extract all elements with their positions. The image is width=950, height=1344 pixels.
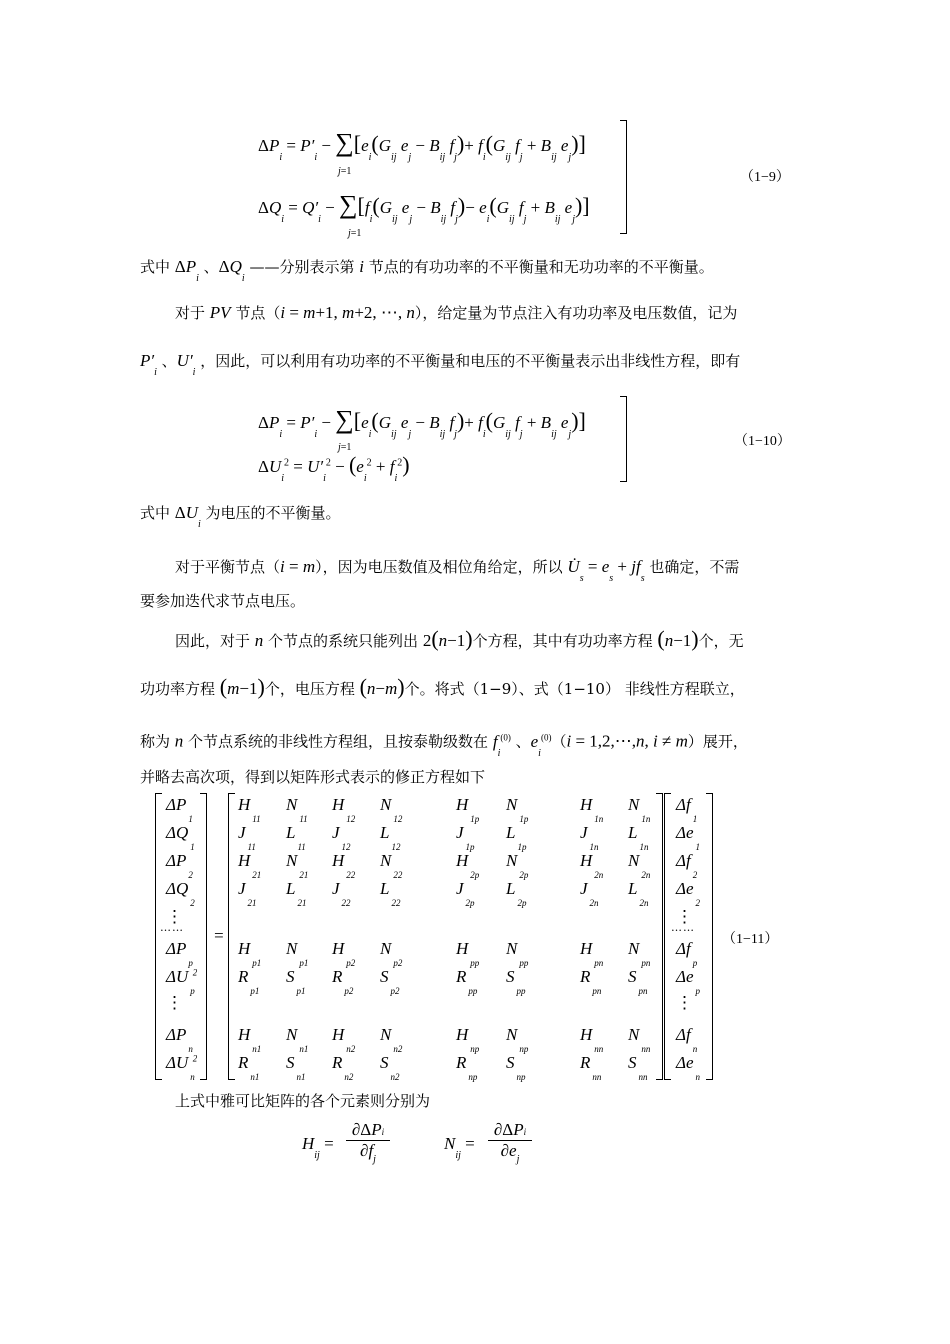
jacobian-entry: $L_{21}$	[286, 879, 307, 908]
jacobian-entry: $J_{22}$	[332, 879, 351, 908]
eq-1-9-sum-index-2: j=1	[348, 228, 362, 239]
para-6: 上式中雅可比矩阵的各个元素则分别为	[175, 1092, 431, 1110]
jacobian-entry: $N_{pn}$	[628, 939, 651, 968]
jacobian-entry: $L_{12}$	[380, 823, 401, 852]
lhs-bracket-left	[155, 793, 162, 1080]
jacobian-entry: $N_{2n}$	[628, 851, 651, 880]
lhs-entry: $\Delta P_2$	[166, 851, 193, 880]
para-4-line2: 要参加迭代求节点电压。	[140, 592, 306, 610]
rhs-hdots: ……	[671, 921, 695, 934]
eq-1-9-brace	[620, 120, 627, 234]
jacobian-entry: $J_{21}$	[238, 879, 257, 908]
jacobian-entry: $N_{2p}$	[506, 851, 529, 880]
jacobian-entry: $H_{2p}$	[456, 851, 480, 880]
jacobian-entry: $N_{nn}$	[628, 1025, 651, 1054]
jacobian-entry: $R_{pn}$	[580, 967, 602, 996]
jacobian-entry: $R_{n1}$	[238, 1053, 260, 1082]
jacobian-entry: $N_{11}$	[286, 795, 308, 824]
eq-1-10-line2: $\Delta U_i^2 = U'_i^2 - (e_i^2 + f_i^2)$	[258, 452, 410, 484]
lhs-entry: $\Delta P_n$	[166, 1025, 193, 1054]
para-3: 式中 $\Delta U_i$ 为电压的不平衡量。	[140, 503, 341, 530]
jacobian-entry: $S_{pn}$	[628, 967, 648, 996]
jacobian-entry: $H_{1n}$	[580, 795, 604, 824]
jacobian-entry: $H_{p1}$	[238, 939, 262, 968]
lhs-entry: $\Delta P_1$	[166, 795, 193, 824]
jacobian-entry: $J_{1p}$	[456, 823, 475, 852]
lhs-bracket-right	[200, 793, 207, 1080]
lhs-entry: $\Delta P_p$	[166, 939, 193, 968]
rhs-entry: ⋮	[676, 993, 693, 1012]
para-1: 式中 $\Delta P_i$ 、$\Delta Q_i$ ——分别表示第 i 节点的有功功率的不平衡量和无功功率的不平衡量。	[140, 257, 714, 284]
para-5-line3: 称为 n 个节点系统的非线性方程组，且按泰勒级数在 $f_i^{(0)}$ 、$e_i^{(0)}(i$ = 1,2,⋯,n, i ≠ m）展开，	[140, 731, 748, 759]
eq-1-9-line2: $\Delta Q_i = Q'_i - \sum[f_i(G_{ij}$ $e_j - B_{ij}$ $f_j)- e_i(G_{ij}$ $f_j + B_{ij}$ $e_j$)]	[258, 190, 590, 225]
eq-1-11-number: （1−11）	[722, 932, 779, 947]
jacobian-entry: $H_{21}$	[238, 851, 262, 880]
jacobian-entry: $N_{pp}$	[506, 939, 529, 968]
lhs-entry: $\Delta Q_2$	[166, 879, 195, 908]
jacobian-entry: $J_{11}$	[238, 823, 256, 852]
rhs-entry: $\Delta e_1$	[676, 823, 701, 852]
jacobian-entry: $N_{12}$	[380, 795, 403, 824]
jacobian-entry: $H_{np}$	[456, 1025, 480, 1054]
para-2-line1: 对于 PV 节点（i = m+1, m+2, ⋯, n），给定量为节点注入有功功率及电压数值，记为	[175, 303, 738, 322]
jacobian-entry: $R_{np}$	[456, 1053, 478, 1082]
jacobian-entry: $S_{n2}$	[380, 1053, 400, 1082]
jacobian-entry: $N_{p1}$	[286, 939, 309, 968]
jacobian-entry: $N_{1p}$	[506, 795, 529, 824]
rhs-entry: $\Delta f_1$	[676, 795, 698, 824]
jacobian-entry: $J_{2n}$	[580, 879, 599, 908]
jacobian-entry: $H_{1p}$	[456, 795, 480, 824]
eq-1-9-number: （1−9）	[740, 170, 790, 185]
jacobian-entry: $L_{2n}$	[628, 879, 649, 908]
para-4-line1: 对于平衡节点（i = m），因为电压数值及相位角给定，所以 $U̇_s = e_s + jf_s$ 也确定，不需	[175, 557, 740, 584]
eq-1-10-brace	[620, 396, 627, 482]
jacobian-entry: $L_{1n}$	[628, 823, 649, 852]
rhs-bracket-left	[664, 793, 671, 1080]
jacobian-entry: $H_{n2}$	[332, 1025, 356, 1054]
jacobian-entry: $H_{p2}$	[332, 939, 356, 968]
jacobian-entry: $J_{1n}$	[580, 823, 599, 852]
para-5-line1: 因此，对于 n 个节点的系统只能列出 2(n−1)个方程，其中有功功率方程 (n−1)个，无	[175, 626, 744, 651]
jacobian-entry: $N_{1n}$	[628, 795, 651, 824]
jacobian-entry: $N_{n2}$	[380, 1025, 403, 1054]
jacobian-entry: $N_{p2}$	[380, 939, 403, 968]
jacobian-entry: $S_{nn}$	[628, 1053, 648, 1082]
rhs-entry: $\Delta f_p$	[676, 939, 698, 968]
jacobian-entry: $S_{pp}$	[506, 967, 526, 996]
jacobian-entry: $S_{p2}$	[380, 967, 400, 996]
eq-1-10-number: （1−10）	[734, 434, 791, 449]
lhs-entry: ⋮	[166, 907, 183, 926]
jacobian-entry: $J_{12}$	[332, 823, 351, 852]
jacobian-entry: $R_{p2}$	[332, 967, 354, 996]
jacobian-entry: $R_{p1}$	[238, 967, 260, 996]
jacobian-entry: $J_{2p}$	[456, 879, 475, 908]
para-5-line4: 并略去高次项，得到以矩阵形式表示的修正方程如下	[140, 768, 486, 786]
eq-1-10-sum-index: j=1	[338, 442, 352, 453]
jacobian-entry: $H_{22}$	[332, 851, 356, 880]
jacobian-entry: $H_{pp}$	[456, 939, 480, 968]
rhs-entry: $\Delta e_p$	[676, 967, 701, 996]
eq-1-9-line1: $\Delta P_i = P'_i - \sum[e_i(G_{ij}$ $e_j - B_{ij}$ $f_j)+ f_i(G_{ij}$ $f_j + B_{ij}$ $e_j$)]	[258, 128, 586, 163]
jacobian-entry: $N_{22}$	[380, 851, 403, 880]
lhs-hdots: ……	[160, 921, 184, 934]
jacobian-entry: $H_{11}$	[238, 795, 261, 824]
eq-1-9-sum-index: j=1	[338, 166, 352, 177]
jacobian-entry: $H_{2n}$	[580, 851, 604, 880]
jacobian-entry: $H_{n1}$	[238, 1025, 262, 1054]
lhs-entry: $\Delta Q_1$	[166, 823, 195, 852]
rhs-entry: ⋮	[676, 907, 693, 926]
para-2-line2: $P'_i$ 、$U'_i$ ，因此，可以利用有功功率的不平衡量和电压的不平衡量表示出非线性方程，即有	[140, 351, 741, 378]
lhs-entry: $\Delta U_n^2$	[166, 1053, 198, 1082]
jacobian-entry: $R_{nn}$	[580, 1053, 602, 1082]
para-5-line2: 功功率方程 (m−1)个，电压方程 (n−m)个。将式（1−9）、式（1−10） 非线性方程联立，	[140, 674, 745, 699]
jacobian-entry: $N_{n1}$	[286, 1025, 309, 1054]
jacobian-entry: $R_{n2}$	[332, 1053, 354, 1082]
rhs-entry: $\Delta e_n$	[676, 1053, 701, 1082]
lhs-entry: ⋮	[166, 993, 183, 1012]
jacobian-bracket-left	[228, 793, 235, 1080]
jacobian-entry: $S_{p1}$	[286, 967, 306, 996]
jacobian-entry: $S_{np}$	[506, 1053, 526, 1082]
rhs-entry: $\Delta f_2$	[676, 851, 698, 880]
jacobian-entry: $H_{pn}$	[580, 939, 604, 968]
jacobian-entry: $L_{2p}$	[506, 879, 527, 908]
equals-sign: =	[213, 926, 225, 945]
jacobian-entry: $L_{11}$	[286, 823, 306, 852]
rhs-entry: $\Delta f_n$	[676, 1025, 698, 1054]
jacobian-entry: $S_{n1}$	[286, 1053, 306, 1082]
eq-1-10-line1: $\Delta P_i = P'_i - \sum[e_i(G_{ij}$ $e_j - B_{ij}$ $f_j)+ f_i(G_{ij}$ $f_j + B_{ij}$ $e_j$)]	[258, 405, 586, 440]
jacobian-entry: $R_{pp}$	[456, 967, 478, 996]
jacobian-bracket-right	[656, 793, 663, 1080]
jacobian-entry: $L_{22}$	[380, 879, 401, 908]
rhs-bracket-right	[706, 793, 713, 1080]
jacobian-entry: $H_{12}$	[332, 795, 356, 824]
lhs-entry: $\Delta U_p^2$	[166, 967, 198, 996]
jacobian-entry: $L_{1p}$	[506, 823, 527, 852]
jacobian-entry: $H_{nn}$	[580, 1025, 604, 1054]
rhs-entry: $\Delta e_2$	[676, 879, 701, 908]
jacobian-entry: $N_{np}$	[506, 1025, 529, 1054]
jacobian-entry: $N_{21}$	[286, 851, 309, 880]
